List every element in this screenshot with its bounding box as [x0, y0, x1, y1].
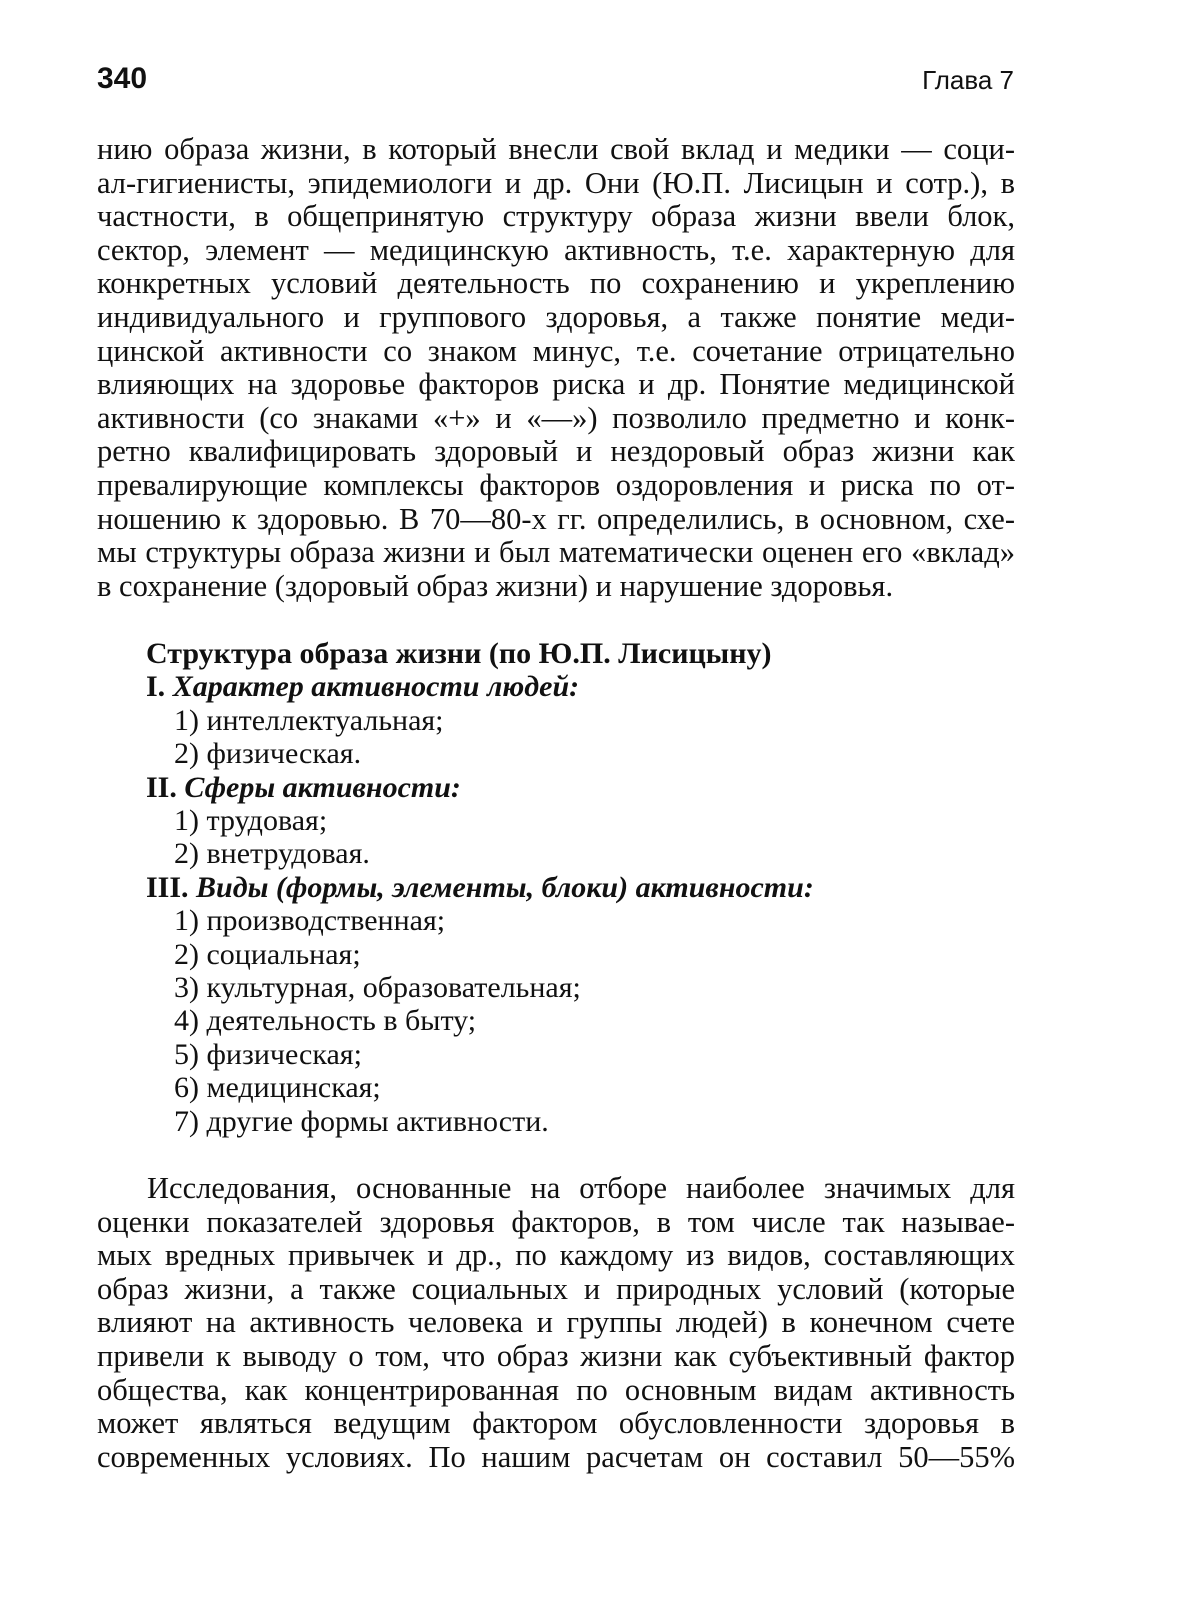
text-line: мы структуры образа жизни и был математически оценен его «вклад»: [97, 535, 1015, 570]
text-line: привели к выводу о том, что образ жизни как субъективный фактор: [97, 1338, 1015, 1373]
list-item: 6) медицинская;: [174, 1071, 381, 1105]
text-line: конкретных условий деятельность по сохранению и укреплению: [97, 266, 1015, 301]
section-numeral: III.: [146, 870, 189, 904]
list-item: 1) интеллектуальная;: [174, 703, 444, 737]
text-line: общества, как концентрированная по основным видам активность: [97, 1372, 1015, 1407]
text-line: оценки показателей здоровья факторов, в том числе так называе-: [97, 1204, 1015, 1239]
text-line: частности, в общепринятую структуру образа жизни ввели блок,: [97, 199, 1015, 234]
text-line: превалирующие комплексы факторов оздоровления и риска по от-: [97, 467, 1015, 502]
text-line: нию образа жизни, в который внесли свой вклад и медики — соци-: [97, 132, 1015, 166]
list-item: 7) другие формы активности.: [174, 1104, 549, 1138]
paragraph-research: [97, 1172, 1015, 1474]
text-line: ал-гигиенисты, эпидемиологи и др. Они (Ю.П. Лисицын и сотр.), в: [97, 165, 1015, 200]
list-item: 2) внетрудовая.: [174, 837, 370, 871]
text-line: активности (со знаками «+» и «—») позволило предметно и конк-: [97, 400, 1015, 435]
text-line: влияющих на здоровье факторов риска и др. Понятие медицинской: [97, 367, 1015, 402]
list-item: 3) культурная, образовательная;: [174, 971, 581, 1005]
page-number: 340: [97, 62, 148, 95]
text-line: Исследования, основанные на отборе наиболее значимых для: [147, 1171, 1015, 1205]
list-item: 2) физическая.: [174, 737, 362, 771]
list-item: 5) физическая;: [174, 1037, 362, 1071]
text-line: индивидуального и группового здоровья, а также понятие меди-: [97, 299, 1015, 334]
structure-title: Структура образа жизни (по Ю.П. Лисицыну): [146, 637, 772, 670]
text-line: влияют на активность человека и группы людей) в конечном счете: [97, 1305, 1015, 1340]
text-line: может являться ведущим фактором обусловленности здоровья в: [97, 1406, 1015, 1441]
list-item: 4) деятельность в быту;: [174, 1004, 477, 1038]
chapter-running-head: Глава 7: [922, 65, 1014, 95]
section-heading-3: [146, 871, 1006, 904]
list-item: 2) социальная;: [174, 937, 361, 971]
text-line: современных условиях. По нашим расчетам он составил 50—55%: [97, 1439, 1015, 1474]
lifestyle-structure-list: [146, 637, 1006, 1138]
section-label: Характер активности людей:: [172, 670, 580, 704]
section-label: Виды (формы, элементы, блоки) активности:: [196, 870, 814, 904]
list-item: 1) производственная;: [174, 904, 446, 938]
text-line: ретно квалифицировать здоровый и нездоровый образ жизни как: [97, 434, 1015, 469]
section-label: Сферы активности:: [184, 770, 461, 804]
text-line: образ жизни, а также социальных и природных условий (которые: [97, 1271, 1015, 1306]
text-line: цинской активности со знаком минус, т.е. сочетание отрицательно: [97, 333, 1015, 368]
text-line: сектор, элемент — медицинскую активность, т.е. характерную для: [97, 232, 1015, 267]
text-line: мых вредных привычек и др., по каждому из видов, составляющих: [97, 1238, 1015, 1273]
section-numeral: I.: [146, 670, 166, 704]
text-line: ношению к здоровью. В 70—80-х гг. определились, в основном, схе-: [97, 501, 1015, 536]
section-numeral: II.: [146, 770, 177, 804]
section-heading-1: [146, 670, 1006, 703]
text-line: в сохранение (здоровый образ жизни) и нарушение здоровья.: [97, 568, 894, 603]
paragraph-intro: [97, 133, 1015, 603]
list-item: 1) трудовая;: [174, 804, 328, 838]
section-heading-2: [146, 771, 1006, 804]
